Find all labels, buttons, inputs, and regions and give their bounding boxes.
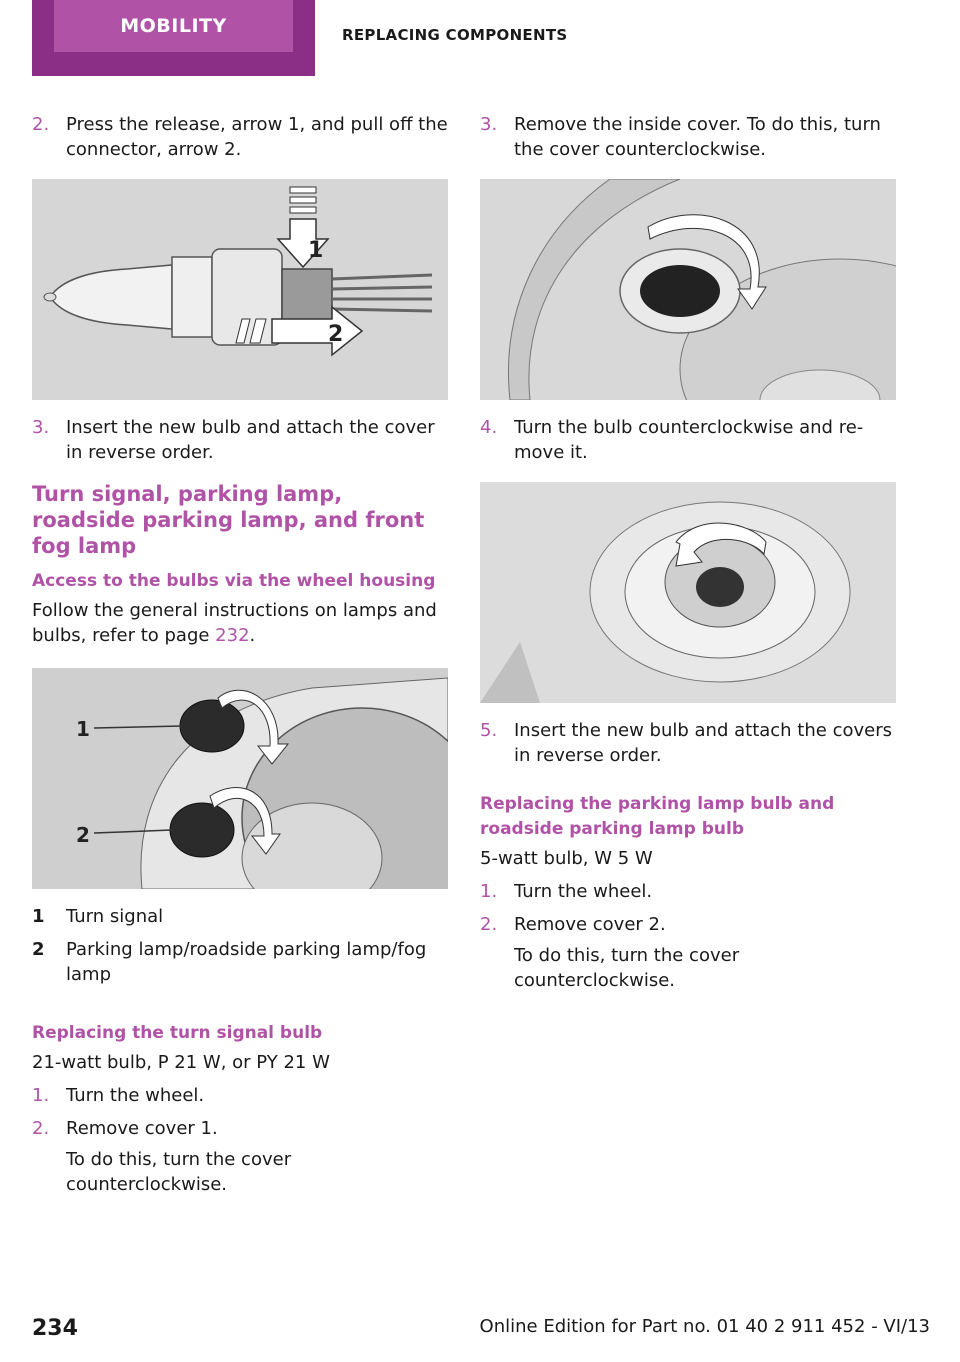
legend-text: Parking lamp/roadside parking lamp/fog lamp bbox=[66, 939, 427, 985]
step-text: Remove cover 2. bbox=[514, 914, 666, 935]
subheading: Replacing the parking lamp bulb and roadside parking lamp bulb bbox=[480, 794, 835, 839]
figure-bulb-connector bbox=[32, 179, 448, 400]
page-reference-link[interactable]: 232 bbox=[215, 625, 250, 646]
paragraph-end: . bbox=[249, 625, 256, 646]
step-text: Insert the new bulb and attach the cover in reverse order. bbox=[66, 417, 435, 463]
step-item bbox=[32, 1083, 448, 1108]
bulb-spec: 21-watt bulb, P 21 W, or PY 21 W bbox=[32, 1052, 330, 1073]
step-item bbox=[32, 1116, 448, 1141]
subheading: Access to the bulbs via the wheel housing bbox=[32, 571, 436, 591]
paragraph bbox=[32, 598, 448, 648]
step-text: Insert the new bulb and attach the covers in reverse order. bbox=[514, 720, 892, 766]
chapter-tab-label: MOBILITY bbox=[54, 0, 293, 52]
right-column bbox=[480, 112, 896, 1001]
legend-key: 1 bbox=[32, 906, 45, 927]
subheading: Replacing the turn signal bulb bbox=[32, 1023, 323, 1043]
figure-label: 1 bbox=[308, 238, 324, 263]
bulb-connector-illustration bbox=[32, 179, 448, 400]
figure-label: 2 bbox=[328, 322, 344, 347]
step-text: Turn the wheel. bbox=[514, 881, 653, 902]
section-heading: Turn signal, parking lamp, roadside parking lamp, and front fog lamp bbox=[32, 482, 425, 558]
figure-wheel-housing bbox=[32, 668, 448, 889]
step-text: Remove cover 1. bbox=[66, 1118, 218, 1139]
legend-text: Turn signal bbox=[66, 906, 164, 927]
figure-inside-cover bbox=[480, 179, 896, 400]
step-item bbox=[480, 415, 896, 465]
figure-bulb-removal bbox=[480, 482, 896, 703]
left-column bbox=[32, 112, 448, 1205]
paragraph-text: Follow the general instructions on lamps and bulbs, refer to page bbox=[32, 600, 437, 646]
step-number: 5. bbox=[480, 720, 498, 741]
step-text: Remove the inside cover. To do this, turn the cover counterclockwise. bbox=[514, 114, 881, 160]
step-number: 1. bbox=[32, 1085, 50, 1106]
step-item bbox=[480, 718, 896, 768]
step-text: Turn the bulb counterclockwise and re‐move it. bbox=[514, 417, 864, 463]
step-note: To do this, turn the cover counterclockwise. bbox=[514, 945, 740, 991]
figure-label: 1 bbox=[76, 717, 90, 741]
legend-item bbox=[32, 904, 448, 929]
bulb-spec: 5-watt bulb, W 5 W bbox=[480, 848, 653, 869]
step-number: 1. bbox=[480, 881, 498, 902]
step-number: 2. bbox=[480, 914, 498, 935]
step-item bbox=[480, 879, 896, 904]
step-text: Press the release, arrow 1, and pull off the connector, arrow 2. bbox=[66, 114, 448, 160]
step-item bbox=[32, 112, 448, 162]
step-item bbox=[32, 415, 448, 465]
inside-cover-illustration bbox=[480, 179, 896, 400]
legend-item bbox=[32, 937, 448, 987]
figure-label: 2 bbox=[76, 823, 90, 847]
step-item bbox=[480, 912, 896, 937]
edition-note: Online Edition for Part no. 01 40 2 911 452 - VI/13 bbox=[479, 1316, 930, 1337]
wheel-housing-illustration bbox=[32, 668, 448, 889]
step-number: 2. bbox=[32, 1118, 50, 1139]
bulb-removal-illustration bbox=[480, 482, 896, 703]
step-number: 2. bbox=[32, 114, 50, 135]
page-number: 234 bbox=[32, 1316, 78, 1341]
step-note: To do this, turn the cover counterclockwise. bbox=[66, 1149, 292, 1195]
step-text: Turn the wheel. bbox=[66, 1085, 205, 1106]
chapter-tab bbox=[32, 0, 315, 76]
legend-key: 2 bbox=[32, 939, 45, 960]
step-item bbox=[480, 112, 896, 162]
section-title: REPLACING COMPONENTS bbox=[342, 26, 568, 44]
step-number: 4. bbox=[480, 417, 498, 438]
step-number: 3. bbox=[480, 114, 498, 135]
step-number: 3. bbox=[32, 417, 50, 438]
